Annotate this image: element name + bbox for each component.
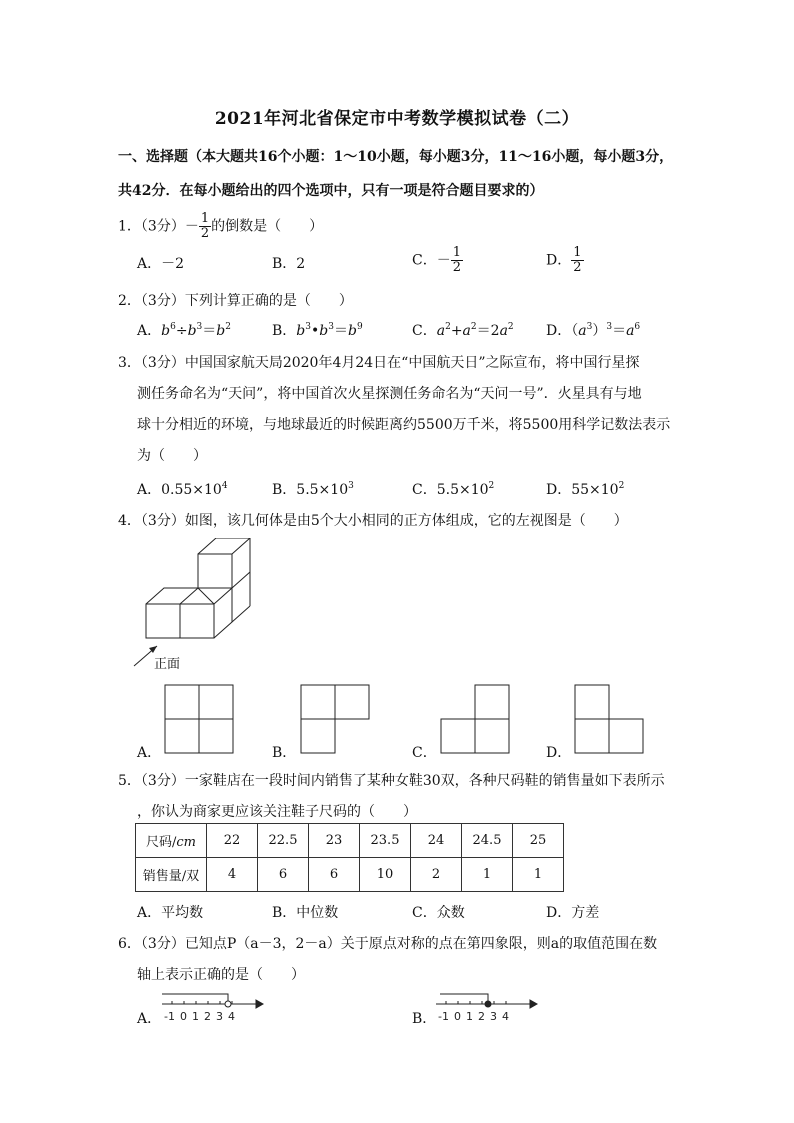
cube-figure xyxy=(120,538,270,678)
q4-option-c[interactable]: C． xyxy=(412,745,437,761)
q6-a-open-dot xyxy=(225,1001,231,1007)
table-cell: 25 xyxy=(513,824,564,858)
q1-text: 的倒数是（ ） xyxy=(211,218,324,235)
q2-number: 2．（3分） xyxy=(118,293,185,309)
q2-option-b-label: B． xyxy=(272,323,297,339)
cube-back-upper xyxy=(198,554,232,588)
q2-option-c[interactable]: C．$a^2+a^2=2a^2$ xyxy=(412,322,514,339)
question-6-line2: 轴上表示正确的是（ ） xyxy=(137,967,305,983)
question-3-line1: 3．（3分）中国国家航天局2020年4月24日在“中国航天日”之际宣布，将中国行星探 xyxy=(118,355,640,371)
table-cell: 24 xyxy=(411,824,462,858)
q6-option-a-numberline[interactable] xyxy=(158,990,268,1024)
q4-option-a[interactable]: A． xyxy=(137,745,162,761)
table-cell: 23 xyxy=(309,824,360,858)
cube-front-right xyxy=(180,604,214,638)
axis-label: -1 xyxy=(438,1010,449,1023)
q2-text: 下列计算正确的是（ ） xyxy=(184,293,353,309)
section-header-line2: 共42分．在每小题给出的四个选项中，只有一项是符合题目要求的） xyxy=(118,183,544,199)
q2-option-c-label: C． xyxy=(412,323,437,339)
q3-option-b-exp: 3 xyxy=(348,481,354,491)
q1-option-d-label: D． xyxy=(546,252,572,269)
table-size-label: 尺码/ xyxy=(146,835,177,850)
question-4: 4．（3分）如图，该几何体是由5个大小相同的正方体组成，它的左视图是（ ） xyxy=(118,513,628,529)
q1-option-d[interactable] xyxy=(546,246,584,275)
q3-option-b[interactable] xyxy=(272,479,354,499)
table-header-sales: 销售量/双 xyxy=(136,858,207,892)
table-cell: 23.5 xyxy=(360,824,411,858)
table-cell: 6 xyxy=(258,858,309,892)
q1-option-c-num: 1 xyxy=(452,245,461,260)
front-label: 正面 xyxy=(154,657,181,672)
q4-option-a-figure[interactable] xyxy=(164,684,236,754)
q6-option-b-numberline[interactable] xyxy=(432,990,542,1024)
q1-frac-num: 1 xyxy=(200,211,210,226)
q1-option-c-den: 2 xyxy=(452,260,461,275)
q3-option-a-text: A．0.55×10 xyxy=(137,482,222,498)
q2-option-d-label: D． xyxy=(546,323,572,339)
table-cell: 1 xyxy=(513,858,564,892)
section-header-line1: 一、选择题（本大题共16个小题：1～10小题，每小题3分，11～16小题，每小题3分， xyxy=(118,149,674,165)
q5-option-d[interactable]: D．方差 xyxy=(546,905,600,921)
table-size-unit: cm xyxy=(176,835,196,850)
table-row-sizes xyxy=(136,824,564,858)
q1-option-c-neg: － xyxy=(436,252,451,269)
q1-option-a[interactable]: A．－2 xyxy=(137,256,185,272)
question-3-line3: 球十分相近的环境，与地球最近的时候距离约5500万千米，将5500用科学记数法表示 xyxy=(137,417,671,433)
page-title: 2021年河北省保定市中考数学模拟试卷（二） xyxy=(214,109,580,129)
axis-label: 4 xyxy=(228,1010,235,1023)
axis-label: 0 xyxy=(180,1010,187,1023)
question-3-line2: 测任务命名为“天问”，将中国首次火星探测任务命名为“天问一号”．火星具有与地 xyxy=(137,386,642,402)
table-cell: 22.5 xyxy=(258,824,309,858)
q3-option-d-text: D．55×10 xyxy=(546,482,619,498)
q1-neg: － xyxy=(184,218,199,235)
q6-b-range xyxy=(440,994,488,1001)
q3-option-d-exp: 2 xyxy=(618,481,625,491)
axis-label: 1 xyxy=(192,1010,199,1023)
q4-option-d-figure[interactable] xyxy=(574,684,646,754)
question-5-line1: 5．（3分）一家鞋店在一段时间内销售了某种女鞋30双，各种尺码鞋的销售量如下表所示 xyxy=(118,773,665,789)
q4-option-b[interactable]: B． xyxy=(272,745,297,761)
axis-label: 3 xyxy=(490,1010,497,1023)
table-cell: 4 xyxy=(207,858,258,892)
q1-option-b[interactable]: B．2 xyxy=(272,256,306,272)
table-cell: 24.5 xyxy=(462,824,513,858)
table-cell: 22 xyxy=(207,824,258,858)
question-2 xyxy=(118,290,353,310)
axis-label: 2 xyxy=(478,1010,485,1023)
q1-option-d-den: 2 xyxy=(573,260,582,275)
q3-option-c-exp: 2 xyxy=(488,481,495,491)
axis-label: 1 xyxy=(466,1010,473,1023)
question-3-line4: 为（ ） xyxy=(137,448,207,464)
q1-option-c-label: C． xyxy=(412,252,437,269)
axis-label: 3 xyxy=(216,1010,223,1023)
q3-option-c-text: C．5.5×10 xyxy=(412,482,489,498)
q3-option-a[interactable] xyxy=(137,479,228,499)
q4-option-d[interactable]: D． xyxy=(546,745,572,761)
q6-option-b[interactable]: B． xyxy=(412,1011,437,1027)
axis-label: 4 xyxy=(502,1010,509,1023)
question-5-line2: ，你认为商家更应该关注鞋子尺码的（ ） xyxy=(137,804,417,820)
table-cell: 2 xyxy=(411,858,462,892)
axis-label: 2 xyxy=(204,1010,211,1023)
q6-b-solid-dot xyxy=(485,1001,491,1007)
q2-option-d[interactable]: D．$(a^3)^3=a^6$ xyxy=(546,322,641,339)
table-cell: 1 xyxy=(462,858,513,892)
cube-front-left xyxy=(146,604,180,638)
q3-option-b-text: B．5.5×10 xyxy=(272,482,349,498)
q1-fraction xyxy=(199,212,211,241)
q3-option-d[interactable] xyxy=(546,479,624,499)
q3-option-a-exp: 4 xyxy=(221,481,228,491)
q1-option-d-fraction xyxy=(571,246,583,275)
q5-option-a[interactable]: A．平均数 xyxy=(137,905,204,921)
q1-option-d-num: 1 xyxy=(573,245,582,260)
q1-option-c-fraction xyxy=(451,246,463,275)
q1-option-c[interactable] xyxy=(412,246,463,275)
q6-option-a[interactable]: A． xyxy=(137,1011,162,1027)
q2-option-b[interactable]: B．$b^3•b^3=b^9$ xyxy=(272,322,363,339)
q5-option-b[interactable]: B．中位数 xyxy=(272,905,339,921)
axis-label: -1 xyxy=(164,1010,175,1023)
size-sales-table xyxy=(135,823,564,892)
q4-option-c-figure[interactable] xyxy=(440,684,512,754)
q1-number: 1．（3分） xyxy=(118,218,185,235)
table-cell: 6 xyxy=(309,858,360,892)
q6-a-range xyxy=(162,994,228,1001)
table-cell: 10 xyxy=(360,858,411,892)
axis-label: 0 xyxy=(454,1010,461,1023)
q4-option-b-figure[interactable] xyxy=(300,684,372,754)
q1-frac-den: 2 xyxy=(200,226,210,241)
q2-option-a[interactable]: A．$b^6\div b^3=b^2$ xyxy=(137,322,231,339)
table-row-sales xyxy=(136,858,564,892)
question-6-line1: 6．（3分）已知点P（a－3，2－a）关于原点对称的点在第四象限，则a的取值范围在数 xyxy=(118,936,658,952)
q2-option-a-label: A． xyxy=(137,323,162,339)
question-1 xyxy=(118,212,323,241)
q5-option-c[interactable]: C．众数 xyxy=(412,905,465,921)
q3-option-c[interactable] xyxy=(412,479,494,499)
table-header-size xyxy=(136,824,207,858)
